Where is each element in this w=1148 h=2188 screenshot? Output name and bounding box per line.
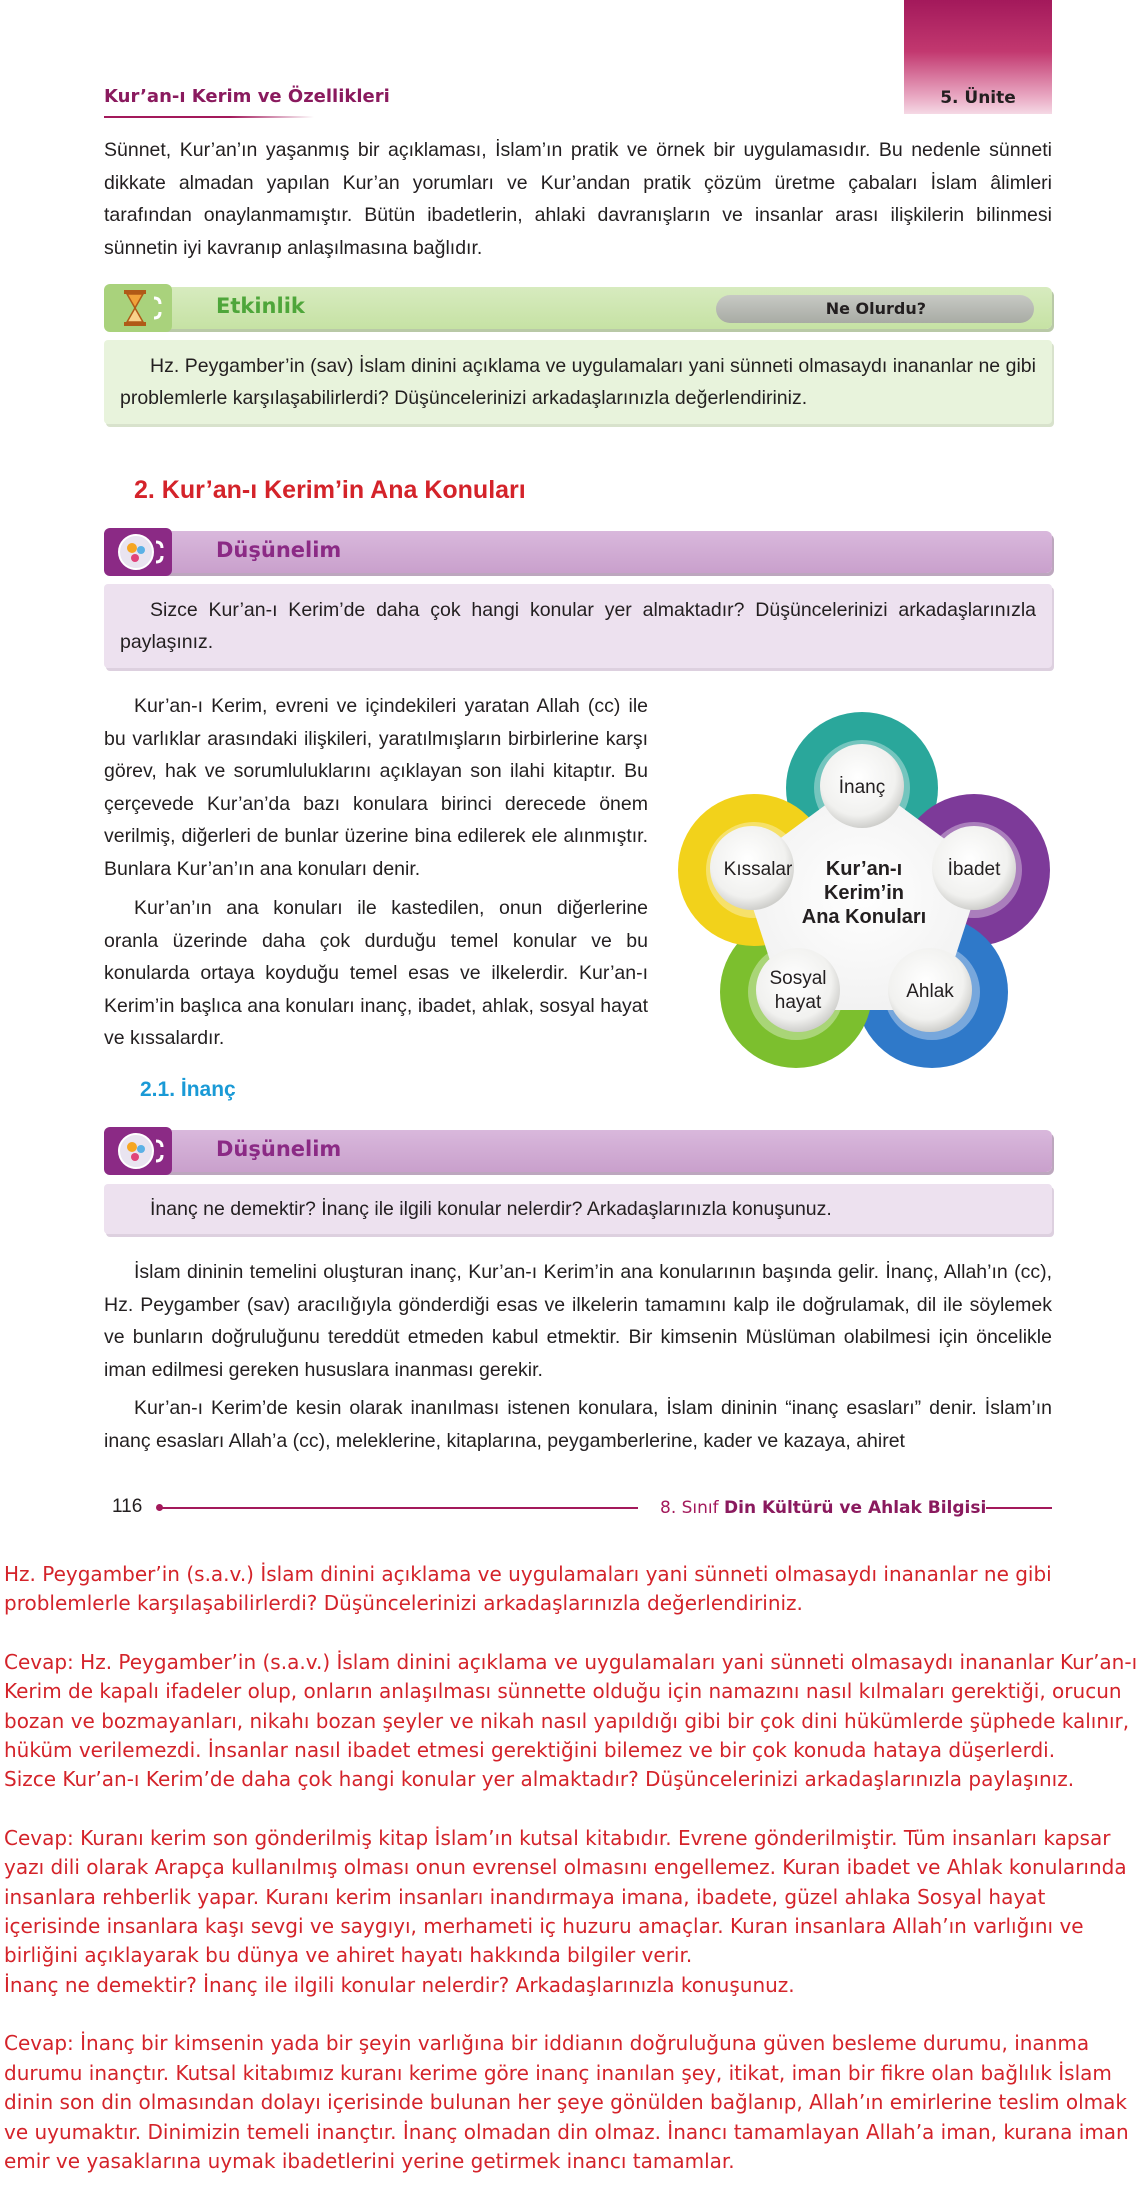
think-label: Düşünelim (216, 538, 342, 562)
footer-rule-left (158, 1507, 638, 1509)
page-number: 116 (112, 1496, 143, 1517)
think-icon-box (104, 528, 172, 576)
answer-1: Cevap: Hz. Peygamber’in (s.a.v.) İslam dinini açıklama ve uygulamaları yani sünneti olmasaydı inananlar Kur’an-ı Kerim de kapalı ifadeler olup, onların anlaşılması sünnette olduğu için namazını nasıl kılmaları gerektiği, orucun bozan ve bozmayanları, nikahı bozan şeyler ve nikah nasıl yapıldığı gibi bir çok dini hükümlerde şüphede kalınır, hüküm verilemezdi. İnsanlar nasıl ibadet etmesi gerektiğini bilemez ve bir çok konuda hataya düşerlerdi. (4, 1649, 1138, 1763)
answer-question-2: Sizce Kur’an-ı Kerim’de daha çok hangi konular yer almaktadır? Düşüncelerinizi arkadaşlarınızla paylaşınız. (4, 1767, 1075, 1792)
inanc-paragraph-1: İslam dininin temelini oluşturan inanç, Kur’an-ı Kerim’in ana konularının başında gelir. İnanç, Allah’ın (cc), Hz. Peygamber (sav) aracılığıyla gönderdiği esas ve ilkelerin tamamını kalp ile doğrulamak, dil ile söylemek ve bunların doğruluğunu tereddüt etmeden kabul etmektir. Bir kimsenin Müslüman olabilmesi için öncelikle iman edilmesi gereken hususlara inanması gerekir. (104, 1261, 1052, 1381)
main-topics-diagram (676, 708, 1056, 1068)
topic-sosyal-hayat-line2: hayat (774, 992, 822, 1013)
think-icon-box-2 (104, 1127, 172, 1175)
diagram-center-line1: Kur’an-ı (825, 858, 903, 880)
chapter-title: Kur’an-ı Kerim ve Özellikleri (104, 86, 390, 107)
answer-question-1: Hz. Peygamber’in (s.a.v.) İslam dinini açıklama ve uygulamaları yani sünneti olmasaydı inananlar ne gibi problemlerle karşılaşabilirlerdi? Düşüncelerinizi arkadaşlarınızla değerlendiriniz. (4, 1562, 1052, 1616)
topic-inanc: İnanç (838, 777, 886, 798)
section-paragraph-1: Kur’an-ı Kerim, evreni ve içindekileri yaratan Allah (cc) ile bu varlıklar arasındaki ilişkileri, yaratılmışların birbirlerine karşı görev, hak ve sorumluluklarını açıklayan son ilahi kitaptır. Bu çerçevede Kur’an’da bazı konulara birinci derecede önem verilmiş, diğerleri de bunlar üzerine bina edilerek ele alınmıştır. Bunlara Kur’an’ın ana konuları denir. (104, 695, 648, 880)
think-question: Sizce Kur’an-ı Kerim’de daha çok hangi konular yer almaktadır? Düşüncelerinizi arkadaşlarınızla paylaşınız. (120, 599, 1036, 653)
topic-ibadet: İbadet (947, 859, 1001, 880)
diagram-center-line2: Kerim’in (823, 882, 905, 904)
activity-question: Hz. Peygamber’in (sav) İslam dinini açıklama ve uygulamaları yani sünneti olmasaydı inananlar ne gibi problemlerle karşılaşabilirlerdi? Düşüncelerinizi arkadaşlarınızla değerlendiriniz. (120, 355, 1036, 409)
diagram-center-line3: Ana Konuları (801, 906, 927, 928)
footer-rule-right (986, 1507, 1052, 1509)
think-question-box (104, 584, 1052, 668)
answer-2: Cevap: Kuranı kerim son gönderilmiş kitap İslam’ın kutsal kitabıdır. Evrene gönderilmiştir. Tüm insanları kapsar yazı dili olarak Arapça kullanılmış olması onun evrensel olmasını engellemez. Kuran ibadet ve Ahlak konularında insanlara rehberlik yapar. Kuranı kerim insanları inandırmaya imana, ibadete, güzel ahlaka Sosyal hayat içerisinde insanlara kaşı sevgi ve saygıyı, merhameti iç huzuru amaçlar. Kuran insanlara Allah’ın varlığını ve birliğini açıklayarak bu dünya ve ahiret hayatı hakkında bilgiler verir. (4, 1825, 1127, 1968)
topic-sosyal-hayat-line1: Sosyal (769, 968, 827, 989)
activity-question-box (104, 340, 1052, 424)
think-question-2: İnanç ne demektir? İnanç ile ilgili konular nelerdir? Arkadaşlarınızla konuşunuz. (150, 1198, 832, 1220)
activity-label: Etkinlik (216, 294, 305, 318)
topic-kissalar: Kıssalar (723, 859, 793, 880)
intro-paragraph: Sünnet, Kur’an’ın yaşanmış bir açıklaması, İslam’ın pratik ve örnek bir uygulamasıdır. Bu nedenle sünneti dikkate almadan yapılan Kur’an yorumları ve Kur’andan pratik çözüm üretme çabaları İslam âlimleri tarafından onaylanmamıştır. Bütün ibadetlerin, ahlaki davranışların ve insanlar arası ilişkilerin bilinmesi sünnetin iyi kavranıp anlaşılmasına bağlıdır. (104, 139, 1052, 259)
footer-grade: 8. Sınıf (660, 1498, 725, 1518)
activity-badge: Ne Olurdu? (716, 295, 1034, 323)
answers-section (4, 1560, 1140, 2176)
subsection-heading: 2.1. İnanç (140, 1078, 236, 1101)
answer-question-3: İnanç ne demektir? İnanç ile ilgili konular nelerdir? Arkadaşlarınızla konuşunuz. (4, 1972, 795, 1997)
activity-icon-box (104, 284, 172, 332)
chapter-title-underline (104, 116, 314, 118)
think-label-2: Düşünelim (216, 1137, 342, 1161)
think-question-box-2 (104, 1184, 1052, 1234)
answer-3: Cevap: İnanç bir kimsenin yada bir şeyin varlığına bir iddianın doğruluğuna güven besleme durumu, inanma durumu inançtır. Kutsal kitabımız kuranı kerime göre inanç inanılan şey, itikat, iman bir fikre olan bağlılık İslam dinin son din olmasından dolayı içerisinde bulunan her şeye gönülden bağlanıp, Allah’ın emirlerine teslim olmak ve uyumaktır. Dinimizin temeli inançtır. İnanç olmadan din olmaz. İnancı tamamlayan Allah’a iman, kurana iman emir ve yasaklarına uymak ibadetlerini yerine getirmek inancı tamamlar. (4, 2031, 1129, 2173)
bubble-sosyal-hayat (756, 948, 840, 1032)
footer-subject: Din Kültürü ve Ahlak Bilgisi (724, 1498, 987, 1518)
section-heading: 2. Kur’an-ı Kerim’in Ana Konuları (134, 476, 526, 504)
topic-ahlak: Ahlak (906, 981, 954, 1002)
unit-label: 5. Ünite (940, 88, 1016, 108)
thinking-head-icon (104, 1127, 172, 1175)
section-paragraph-2: Kur’an’ın ana konuları ile kastedilen, onun diğerlerine oranla üzerinde daha çok durduğu temel konular ve bu konularda ortaya koyduğu temel esas ve ilkelerdir. Kur’an-ı Kerim’in başlıca ana konuları inanç, ibadet, ahlak, sosyal hayat ve kıssalardır. (104, 897, 648, 1049)
thinking-head-icon (104, 528, 172, 576)
hourglass-icon (104, 284, 172, 332)
inanc-paragraph-2: Kur’an-ı Kerim’de kesin olarak inanılması istenen konulara, İslam dininin “inanç esasları” denir. İslam’ın inanç esasları Allah’a (cc), meleklerine, kitaplarına, peygamberlerine, kader ve kazaya, ahiret (104, 1397, 1052, 1452)
footer-dot (156, 1504, 163, 1511)
footer-book-title (660, 1498, 986, 1518)
